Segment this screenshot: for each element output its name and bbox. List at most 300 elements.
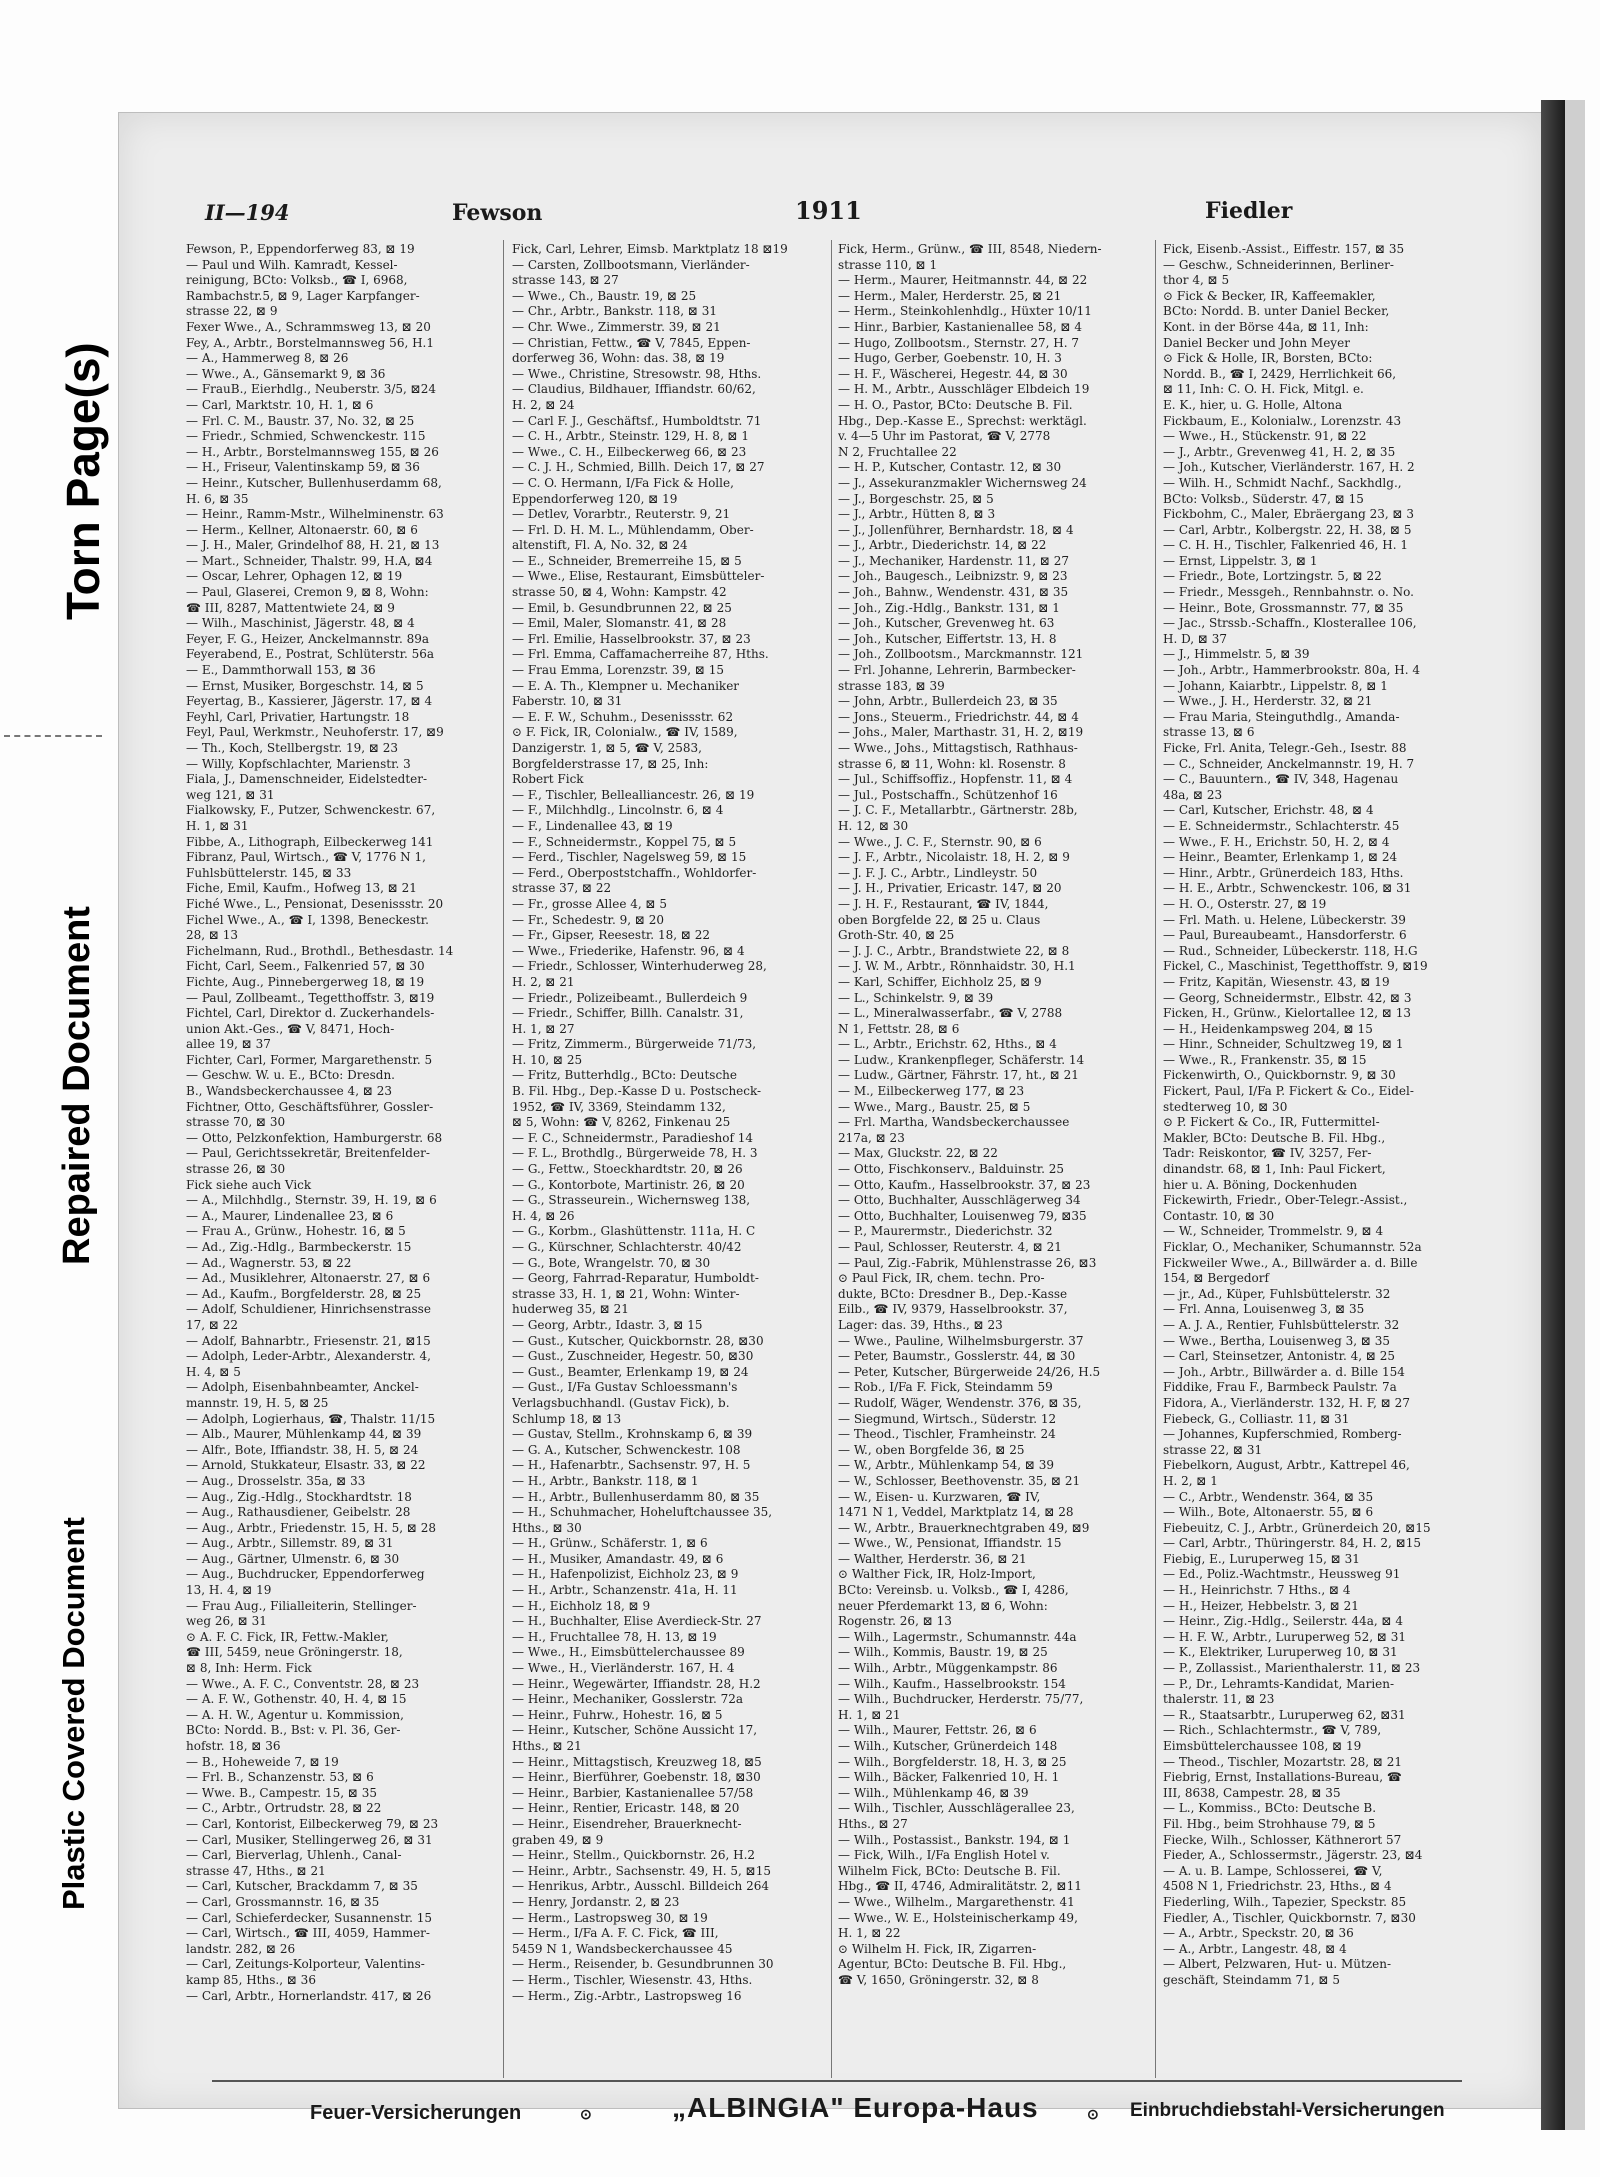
- directory-entry-line: — Jul., Postschaffn., Schützenhof 16: [838, 787, 1058, 802]
- directory-entry-line: — G. A., Kutscher, Schwenckestr. 108: [512, 1442, 741, 1457]
- directory-entry-line: Fiebeck, G., Colliastr. 11, ⊠ 31: [1163, 1411, 1350, 1426]
- directory-entry-line: — Wilh., Kutscher, Grünerdeich 148: [838, 1739, 1058, 1753]
- directory-entry-line: — J., Himmelstr. 5, ⊠ 39: [1163, 647, 1310, 662]
- directory-entry-line: weg 26, ⊠ 31: [186, 1614, 267, 1629]
- directory-entry-line: — Herm., I/Fa A. F. C. Fick, ☎ III,: [512, 1926, 719, 1941]
- directory-entry-line: kamp 85, Hths., ⊠ 36: [186, 1972, 316, 1987]
- directory-entry-line: Fexer Wwe., A., Schrammsweg 13, ⊠ 20: [186, 319, 431, 334]
- directory-entry-line: — Wwe., Friederike, Hafenstr. 96, ⊠ 4: [512, 943, 745, 958]
- directory-entry-line: Fichtel, Carl, Direktor d. Zuckerhandels-: [186, 1006, 435, 1021]
- footer-separator-icon: ⊙: [580, 2106, 592, 2122]
- directory-entry-line: — H. P., Kutscher, Contastr. 12, ⊠ 30: [838, 460, 1062, 475]
- directory-entry-line: — J., Jollenführer, Bernhardstr. 18, ⊠ 4: [838, 522, 1074, 537]
- directory-entry-line: — H. F. W., Arbtr., Luruperweg 52, ⊠ 31: [1163, 1629, 1407, 1644]
- directory-entry-line: 1952, ☎ IV, 3369, Steindamm 132,: [512, 1099, 726, 1114]
- directory-entry-line: thor 4, ⊠ 5: [1163, 273, 1230, 288]
- directory-entry-line: Contastr. 10, ⊠ 30: [1163, 1208, 1275, 1223]
- directory-entry-line: BCto: Volksb., Süderstr. 47, ⊠ 15: [1163, 491, 1364, 506]
- directory-entry-line: — John, Arbtr., Bullerdeich 23, ⊠ 35: [838, 694, 1058, 709]
- directory-entry-line: — E., Schneider, Bremerreihe 15, ⊠ 5: [512, 553, 742, 568]
- directory-entry-line: Fichte, Aug., Pinnebergerweg 18, ⊠ 19: [186, 974, 425, 989]
- directory-entry-line: — Ed., Poliz.-Wachtmstr., Heussweg 91: [1163, 1567, 1401, 1582]
- directory-entry-line: — Adolf, Schuldiener, Hinrichsenstrasse: [186, 1302, 431, 1317]
- directory-entry-line: — C. H. H., Tischler, Falkenried 46, H. 1: [1163, 538, 1409, 553]
- directory-entry-line: — Hugo, Zollbootsm., Sternstr. 27, H. 7: [838, 335, 1079, 350]
- directory-entry-line: H. 12, ⊠ 30: [838, 818, 909, 833]
- directory-entry-line: — Aug., Zig.-Hdlg., Stockhardtstr. 18: [186, 1489, 412, 1504]
- directory-entry-line: — Rich., Schlachtermstr., ☎ V, 789,: [1163, 1723, 1382, 1738]
- directory-entry-line: — Fr., grosse Allee 4, ⊠ 5: [512, 896, 668, 911]
- directory-entry-line: Fidora, A., Vierländerstr. 132, H. F, ⊠ 27: [1163, 1395, 1410, 1410]
- directory-entry-line: — Arnold, Stukkateur, Elsastr. 33, ⊠ 22: [186, 1458, 426, 1473]
- directory-entry-line: 17, ⊠ 22: [186, 1317, 239, 1332]
- directory-entry-line: — Johannes, Kupferschmied, Romberg-: [1163, 1427, 1402, 1442]
- directory-entry-line: — Wilh., Mühlenkamp 46, ⊠ 39: [838, 1785, 1029, 1800]
- directory-entry-line: — Aug., Arbtr., Friedenstr. 15, H. 5, ⊠ 28: [186, 1520, 437, 1535]
- side-labels: [0, 0, 110, 2177]
- directory-entry-line: H. 2, ⊠ 21: [512, 974, 575, 989]
- column-divider: [1155, 240, 1156, 2078]
- directory-entry-line: — Carl, Kontorist, Eilbeckerweg 79, ⊠ 23: [186, 1816, 439, 1831]
- directory-entry-line: Fichter, Carl, Former, Margarethenstr. 5: [186, 1052, 433, 1067]
- directory-entry-line: — Henry, Jordanstr. 2, ⊠ 23: [512, 1894, 680, 1909]
- directory-entry-line: — L., Kommiss., BCto: Deutsche B.: [1163, 1801, 1377, 1816]
- directory-entry-line: — Friedr., Bote, Lortzingstr. 5, ⊠ 22: [1163, 569, 1382, 584]
- next-page-edge: [1541, 100, 1565, 2130]
- directory-entry-line: ⊙ A. F. C. Fick, IR, Fettw.-Makler,: [186, 1629, 389, 1644]
- directory-entry-line: Ficke, Frl. Anita, Telegr.-Geh., Isestr. 88: [1163, 741, 1407, 755]
- directory-entry-line: ⊙ Fick & Holle, IR, Borsten, BCto:: [1163, 351, 1373, 366]
- directory-entry-line: Eimsbüttelerchaussee 108, ⊠ 19: [1163, 1739, 1362, 1753]
- directory-entry-line: — Otto, Buchhalter, Louisenweg 79, ⊠35: [838, 1208, 1087, 1223]
- directory-entry-line: Ficht, Carl, Seem., Falkenried 57, ⊠ 30: [186, 959, 425, 974]
- directory-entry-line: — Frau Maria, Steinguthdlg., Amanda-: [1163, 709, 1400, 724]
- footer-rule: [212, 2080, 1462, 2082]
- directory-entry-line: — Wwe., Bertha, Louisenweg 3, ⊠ 35: [1163, 1333, 1390, 1348]
- directory-entry-line: — G., Fettw., Stoeckhardtstr. 20, ⊠ 26: [512, 1162, 743, 1177]
- directory-entry-line: — Ludw., Krankenpfleger, Schäferstr. 14: [838, 1052, 1085, 1067]
- directory-entry-line: — Wwe., Marg., Baustr. 25, ⊠ 5: [838, 1099, 1031, 1114]
- directory-entry-line: — Joh., Baugesch., Leibnizstr. 9, ⊠ 23: [838, 569, 1068, 584]
- directory-entry-line: oben Borgfelde 22, ⊠ 25 u. Claus: [838, 912, 1041, 927]
- directory-entry-line: — Christian, Fettw., ☎ V, 7845, Eppen-: [512, 335, 751, 350]
- directory-entry-line: — W., Schneider, Trommelstr. 9, ⊠ 4: [1163, 1224, 1384, 1239]
- directory-entry-line: — Joh., Kutscher, Eiffertstr. 13, H. 8: [838, 631, 1057, 646]
- directory-entry-line: strasse 47, Hths., ⊠ 21: [186, 1863, 326, 1878]
- directory-entry-line: — Carl, Arbtr., Hornerlandstr. 417, ⊠ 26: [186, 1988, 432, 2003]
- directory-entry-line: — H., Heizer, Hebbelstr. 3, ⊠ 21: [1163, 1598, 1359, 1613]
- directory-entry-line: Verlagsbuchhandl. (Gustav Fick), b.: [512, 1395, 730, 1410]
- directory-entry-line: Fialkowsky, F., Putzer, Schwenckestr. 67,: [186, 803, 436, 818]
- directory-entry-line: — Ad., Zig.-Hdlg., Barmbeckerstr. 15: [186, 1240, 412, 1254]
- directory-entry-line: — Wilh., Postassist., Bankstr. 194, ⊠ 1: [838, 1832, 1071, 1847]
- directory-entry-line: Fickbaum, E., Kolonialw., Lorenzstr. 43: [1163, 413, 1402, 428]
- directory-entry-line: — Emil, b. Gesundbrunnen 22, ⊠ 25: [512, 600, 732, 615]
- directory-entry-line: — Joh., Zollbootsm., Marckmannstr. 121: [838, 647, 1084, 662]
- directory-entry-line: N 2, Fruchtallee 22: [838, 444, 957, 459]
- directory-entry-line: — Mart., Schneider, Thalstr. 99, H.A, ⊠4: [186, 553, 433, 568]
- directory-entry-line: BCto: Nordd. B. unter Daniel Becker,: [1163, 304, 1390, 319]
- directory-entry-line: — FrauB., Eierhdlg., Neuberstr. 3/5, ⊠24: [186, 382, 436, 397]
- directory-entry-line: — Frl. Martha, Wandsbeckerchaussee: [838, 1115, 1070, 1130]
- directory-entry-line: — Wwe., A. F. C., Conventstr. 28, ⊠ 23: [186, 1676, 420, 1691]
- directory-entry-line: — Ferd., Oberpoststchaffn., Wohldorfer-: [512, 865, 757, 880]
- directory-entry-line: — Frau Aug., Filialleiterin, Stellinger-: [186, 1598, 417, 1613]
- directory-entry-line: — Wilh., Tischler, Ausschlägerallee 23,: [838, 1801, 1075, 1816]
- directory-entry-line: — Wilh., Bote, Altonaerstr. 55, ⊠ 6: [1163, 1505, 1374, 1520]
- footer-fire-insurance: Feuer-Versicherungen: [310, 2102, 522, 2124]
- directory-entry-line: Fichelmann, Rud., Brothdl., Bethesdastr. 14: [186, 943, 454, 958]
- directory-entry-line: ⊠ 5, Wohn: ☎ V, 8262, Finkenau 25: [512, 1115, 731, 1130]
- directory-entry-line: — J., Mechaniker, Hardenstr. 11, ⊠ 27: [838, 553, 1070, 568]
- directory-entry-line: — Rud., Schneider, Lübeckerstr. 118, H.G: [1163, 943, 1418, 958]
- directory-entry-line: — Frl. B., Schanzenstr. 53, ⊠ 6: [186, 1770, 374, 1785]
- directory-entry-line: — Heinr., Rentier, Ericastr. 148, ⊠ 20: [512, 1801, 740, 1816]
- directory-entry-line: — G., Strasseurein., Wichernsweg 138,: [512, 1193, 751, 1208]
- directory-entry-line: 217a, ⊠ 23: [838, 1130, 905, 1145]
- directory-entry-line: — Herm., Reisender, b. Gesundbrunnen 30: [512, 1957, 774, 1972]
- directory-entry-line: — Wilh., Kaufm., Hasselbrookstr. 154: [838, 1676, 1066, 1691]
- directory-entry-line: — J. H., Privatier, Ericastr. 147, ⊠ 20: [838, 881, 1062, 896]
- directory-entry-line: — Joh., Kutscher, Vierländerstr. 167, H. 2: [1163, 460, 1415, 475]
- directory-entry-line: H. 6, ⊠ 35: [186, 491, 249, 506]
- directory-entry-line: Groth-Str. 40, ⊠ 25: [838, 928, 955, 943]
- directory-entry-line: — P., Zollassist., Marienthalerstr. 11, ⊠ 23: [1163, 1661, 1421, 1676]
- directory-entry-line: — Heinr., Arbtr., Sachsenstr. 49, H. 5, ⊠15: [512, 1863, 771, 1878]
- directory-entry-line: — H., Friseur, Valentinskamp 59, ⊠ 36: [186, 460, 420, 475]
- directory-entry-line: Fickert, Paul, I/Fa P. Fickert & Co., Eidel-: [1163, 1084, 1414, 1099]
- directory-entry-line: dinandstr. 68, ⊠ 1, Inh: Paul Fickert,: [1163, 1162, 1386, 1177]
- directory-entry-line: — Emil, Maler, Slomanstr. 41, ⊠ 28: [512, 616, 727, 631]
- directory-entry-line: — Geschw. W. u. E., BCto: Dresdn.: [186, 1068, 395, 1083]
- directory-entry-line: — H. O., Osterstr. 27, ⊠ 19: [1163, 896, 1327, 911]
- directory-entry-line: Nordd. B., ☎ I, 2429, Herrlichkeit 66,: [1163, 366, 1397, 381]
- directory-entry-line: strasse 183, ⊠ 39: [838, 678, 945, 693]
- directory-entry-line: — Wilh., Maschinist, Jägerstr. 48, ⊠ 4: [186, 616, 415, 631]
- directory-entry-line: — Wwe., F. H., Erichstr. 50, H. 2, ⊠ 4: [1163, 834, 1390, 849]
- directory-entry-line: — Heinr., Mittagstisch, Kreuzweg 18, ⊠5: [512, 1754, 762, 1769]
- directory-entry-line: — Wwe., A., Gänsemarkt 9, ⊠ 36: [186, 366, 386, 381]
- directory-entry-line: — Gustav, Stellm., Krohnskamp 6, ⊠ 39: [512, 1427, 753, 1442]
- directory-entry-line: — H., Arbtr., Bankstr. 118, ⊠ 1: [512, 1473, 699, 1488]
- directory-entry-line: — W., Arbtr., Brauerknechtgraben 49, ⊠9: [838, 1520, 1090, 1535]
- directory-entry-line: — J. F. J. C., Arbtr., Lindleystr. 50: [838, 865, 1038, 880]
- directory-entry-line: — H., Buchhalter, Elise Averdieck-Str. 27: [512, 1614, 762, 1629]
- directory-entry-line: Fey, A., Arbtr., Borstelmannsweg 56, H.1: [186, 335, 434, 350]
- directory-entry-line: Fil. Hbg., beim Strohhause 79, ⊠ 5: [1163, 1816, 1376, 1831]
- directory-entry-line: — F. C., Schneidermstr., Paradieshof 14: [512, 1130, 754, 1145]
- directory-entry-line: — Fr., Gipser, Reesestr. 18, ⊠ 22: [512, 928, 710, 943]
- directory-entry-line: Fiebeuitz, C. J., Arbtr., Grünerdeich 20, ⊠15: [1163, 1520, 1431, 1535]
- directory-entry-line: Wilhelm Fick, BCto: Deutsche B. Fil.: [838, 1863, 1061, 1878]
- directory-entry-line: strasse 6, ⊠ 11, Wohn: kl. Rosenstr. 8: [838, 756, 1066, 771]
- directory-entry-line: Kont. in der Börse 44a, ⊠ 11, Inh:: [1163, 319, 1369, 334]
- directory-entry-line: — Heinr., Barbier, Kastanienallee 57/58: [512, 1785, 754, 1800]
- directory-entry-line: — E., Dammthorwall 153, ⊠ 36: [186, 663, 376, 678]
- directory-entry-line: strasse 33, H. 1, ⊠ 21, Wohn: Winter-: [512, 1286, 740, 1301]
- directory-entry-line: — Otto, Pelzkonfektion, Hamburgerstr. 68: [186, 1130, 443, 1145]
- directory-entry-line: — Wilh., Kommis, Baustr. 19, ⊠ 25: [838, 1645, 1048, 1660]
- directory-entry-line: — Wwe., C. H., Eilbeckerweg 66, ⊠ 23: [512, 444, 747, 459]
- header-year: 1911: [795, 196, 862, 225]
- directory-entry-line: Fiché Wwe., L., Pensionat, Desenissstr. 20: [186, 896, 444, 911]
- directory-entry-line: — Fritz, Butterhdlg., BCto: Deutsche: [512, 1068, 737, 1083]
- directory-entry-line: — Frl. Emma, Caffamacherreihe 87, Hths.: [512, 647, 769, 662]
- directory-entry-line: — Frl. Anna, Louisenweg 3, ⊠ 35: [1163, 1302, 1365, 1317]
- directory-entry-line: — Aug., Arbtr., Sillemstr. 89, ⊠ 31: [186, 1536, 394, 1551]
- directory-entry-line: ⊙ Fick & Becker, IR, Kaffeemakler,: [1163, 288, 1376, 303]
- directory-entry-line: — Hinr., Arbtr., Grünerdeich 183, Hths.: [1163, 865, 1404, 880]
- directory-entry-line: — Rudolf, Wäger, Wendenstr. 376, ⊠ 35,: [838, 1395, 1082, 1410]
- directory-entry-line: — Wwe., Pauline, Wilhelmsburgerstr. 37: [838, 1333, 1084, 1348]
- directory-entry-line: — Paul, Glaserei, Cremon 9, ⊠ 8, Wohn:: [186, 585, 429, 600]
- directory-entry-line: — Willy, Kopfschlachter, Marienstr. 3: [186, 756, 411, 771]
- directory-entry-line: strasse 22, ⊠ 9: [186, 304, 278, 319]
- directory-column-1: [186, 242, 496, 2074]
- directory-entry-line: — C., Arbtr., Ortrudstr. 28, ⊠ 22: [186, 1801, 382, 1816]
- page-number: II—194: [205, 200, 290, 225]
- directory-entry-line: 28, ⊠ 13: [186, 928, 239, 943]
- directory-entry-line: — Oscar, Lehrer, Ophagen 12, ⊠ 19: [186, 569, 403, 584]
- directory-entry-line: — H., Hafenpolizist, Eichholz 23, ⊠ 9: [512, 1567, 739, 1582]
- directory-entry-line: — Gust., Zuschneider, Hegestr. 50, ⊠30: [512, 1349, 754, 1364]
- directory-entry-line: Fiebrig, Ernst, Installations-Bureau, ☎: [1163, 1770, 1402, 1785]
- directory-entry-line: — H., Fruchtallee 78, H. 13, ⊠ 19: [512, 1629, 717, 1644]
- directory-entry-line: — Georg, Fahrrad-Reparatur, Humboldt-: [512, 1271, 759, 1286]
- directory-entry-line: — A. H. W., Agentur u. Kommission,: [186, 1707, 404, 1722]
- directory-entry-line: — Adolph, Eisenbahnbeamter, Anckel-: [186, 1380, 419, 1395]
- directory-column-2: [512, 242, 824, 2074]
- directory-entry-line: — H., Heidenkampsweg 204, ⊠ 15: [1163, 1021, 1373, 1036]
- directory-entry-line: — Carsten, Zollbootsmann, Vierländer-: [512, 257, 750, 272]
- directory-entry-line: ⊙ Wilhelm H. Fick, IR, Zigarren-: [838, 1941, 1037, 1956]
- directory-entry-line: — Walther, Herderstr. 36, ⊠ 21: [838, 1551, 1027, 1566]
- directory-entry-line: — Alfr., Bote, Iffiandstr. 38, H. 5, ⊠ 24: [186, 1442, 419, 1457]
- directory-entry-line: — Peter, Baumstr., Gosslerstr. 44, ⊠ 30: [838, 1349, 1076, 1364]
- directory-entry-line: — G., Korbm., Glashüttenstr. 111a, H. C: [512, 1224, 756, 1239]
- directory-entry-line: huderweg 35, ⊠ 21: [512, 1302, 629, 1317]
- directory-entry-line: — Aug., Buchdrucker, Eppendorferweg: [186, 1567, 425, 1582]
- directory-entry-line: — G., Kontorbote, Martinistr. 26, ⊠ 20: [512, 1177, 745, 1192]
- directory-entry-line: — Wwe., R., Frankenstr. 35, ⊠ 15: [1163, 1052, 1367, 1067]
- directory-entry-line: — Adolf, Bahnarbtr., Friesenstr. 21, ⊠15: [186, 1333, 431, 1348]
- directory-entry-line: — Alb., Maurer, Mühlenkamp 44, ⊠ 39: [186, 1427, 422, 1442]
- directory-entry-line: Fibranz, Paul, Wirtsch., ☎ V, 1776 N 1,: [186, 850, 426, 865]
- directory-entry-line: 48a, ⊠ 23: [1163, 787, 1223, 802]
- directory-entry-line: ⊙ P. Fickert & Co., IR, Futtermittel-: [1163, 1115, 1380, 1130]
- directory-entry-line: H. 1, ⊠ 22: [838, 1926, 901, 1941]
- directory-entry-line: thalerstr. 11, ⊠ 23: [1163, 1692, 1275, 1707]
- directory-entry-line: — Frl. Emilie, Hasselbrookstr. 37, ⊠ 23: [512, 631, 751, 646]
- directory-entry-line: — H., Eichholz 18, ⊠ 9: [512, 1598, 651, 1613]
- directory-entry-line: Fiecke, Wilh., Schlosser, Käthnerort 57: [1163, 1832, 1402, 1847]
- directory-entry-line: v. 4—5 Uhr im Pastorat, ☎ V, 2778: [838, 429, 1051, 444]
- directory-entry-line: BCto: Vereinsb. u. Volksb., ☎ I, 4286,: [838, 1583, 1069, 1598]
- directory-entry-line: — H., Heinrichstr. 7 Hths., ⊠ 4: [1163, 1583, 1351, 1598]
- directory-entry-line: Hths., ⊠ 27: [838, 1816, 908, 1831]
- directory-entry-line: — Heinr., Bote, Grossmannstr. 77, ⊠ 35: [1163, 600, 1404, 615]
- directory-entry-line: — Heinr., Eisendreher, Brauerknecht-: [512, 1816, 742, 1831]
- directory-entry-line: — Albert, Pelzwaren, Hut- u. Mützen-: [1163, 1957, 1391, 1972]
- directory-entry-line: — Herm., Maler, Herderstr. 25, ⊠ 21: [838, 288, 1062, 303]
- directory-entry-line: — A., Arbtr., Langestr. 48, ⊠ 4: [1163, 1941, 1347, 1956]
- directory-entry-line: — C., Schneider, Anckelmannstr. 19, H. 7: [1163, 756, 1415, 771]
- directory-entry-line: — Wilh. H., Schmidt Nachf., Sackhdlg.,: [1163, 475, 1402, 490]
- directory-entry-line: H. 1, ⊠ 21: [838, 1707, 901, 1722]
- directory-entry-line: — G., Kürschner, Schlachterstr. 40/42: [512, 1240, 742, 1254]
- directory-entry-line: H. 2, ⊠ 24: [512, 397, 575, 412]
- directory-entry-line: — Friedr., Schiffer, Billh. Canalstr. 31,: [512, 1006, 744, 1021]
- directory-entry-line: — F. L., Brothdlg., Bürgerweide 78, H. 3: [512, 1146, 758, 1161]
- directory-entry-line: Fuhlsbüttelerstr. 145, ⊠ 33: [186, 865, 352, 880]
- directory-entry-line: — Fick, Wilh., I/Fa English Hotel v.: [838, 1848, 1050, 1863]
- directory-entry-line: — Ferd., Tischler, Nagelsweg 59, ⊠ 15: [512, 850, 747, 865]
- directory-entry-line: — A. F. W., Gothenstr. 40, H. 4, ⊠ 15: [186, 1692, 407, 1707]
- directory-entry-line: — L., Schinkelstr. 9, ⊠ 39: [838, 990, 994, 1005]
- directory-entry-line: Hths., ⊠ 21: [512, 1739, 582, 1753]
- directory-entry-line: — Otto, Kaufm., Hasselbrookstr. 37, ⊠ 23: [838, 1177, 1091, 1192]
- directory-entry-line: — Georg, Arbtr., Idastr. 3, ⊠ 15: [512, 1317, 703, 1332]
- directory-entry-line: strasse 50, ⊠ 4, Wohn: Kampstr. 42: [512, 585, 727, 600]
- directory-entry-line: Lager: das. 39, Hths., ⊠ 23: [838, 1317, 1003, 1332]
- repaired-document-label: Repaired Document: [56, 906, 98, 1265]
- directory-entry-line: — Wwe., J. H., Herderstr. 32, ⊠ 21: [1163, 694, 1373, 709]
- directory-entry-line: — Carl, Musiker, Stellingerweg 26, ⊠ 31: [186, 1832, 433, 1847]
- directory-entry-line: — R., Staatsarbtr., Luruperweg 62, ⊠31: [1163, 1707, 1406, 1722]
- directory-entry-line: — W., oben Borgfelde 36, ⊠ 25: [838, 1442, 1025, 1457]
- directory-entry-line: Fickweiler Wwe., A., Billwärder a. d. Bille: [1163, 1255, 1418, 1270]
- directory-entry-line: — Joh., Arbtr., Billwärder a. d. Bille 154: [1163, 1364, 1405, 1379]
- directory-entry-line: H. D, ⊠ 37: [1163, 631, 1228, 646]
- directory-entry-line: Fiala, J., Damenschneider, Eidelstedter-: [186, 772, 428, 787]
- directory-entry-line: — Joh., Bahnw., Wendenstr. 431, ⊠ 35: [838, 585, 1069, 600]
- directory-entry-line: — Wwe., Wilhelm., Margarethenstr. 41: [838, 1894, 1075, 1909]
- directory-entry-line: — H., Musiker, Amandastr. 49, ⊠ 6: [512, 1551, 724, 1566]
- directory-entry-line: Hbg., ☎ II, 4746, Admiralitätstr. 2, ⊠11: [838, 1879, 1082, 1894]
- directory-entry-line: — Geschw., Schneiderinnen, Berliner-: [1163, 257, 1394, 272]
- directory-entry-line: — Peter, Kutscher, Bürgerweide 24/26, H.5: [838, 1364, 1101, 1379]
- directory-entry-line: ☎ V, 1650, Gröningerstr. 32, ⊠ 8: [838, 1972, 1039, 1987]
- directory-entry-line: E. K., hier, u. G. Holle, Altona: [1163, 397, 1343, 412]
- directory-entry-line: — F., Schneidermstr., Koppel 75, ⊠ 5: [512, 834, 737, 849]
- advertisement-footer: [212, 2092, 1462, 2132]
- directory-entry-line: — H. E., Arbtr., Schwenckestr. 106, ⊠ 31: [1163, 881, 1412, 896]
- directory-entry-line: strasse 13, ⊠ 6: [1163, 725, 1255, 740]
- directory-entry-line: ☎ III, 5459, neue Gröningerstr. 18,: [186, 1645, 403, 1660]
- directory-entry-line: — J., Arbtr., Hütten 8, ⊠ 3: [838, 507, 996, 522]
- directory-entry-line: — C., Arbtr., Wendenstr. 364, ⊠ 35: [1163, 1489, 1374, 1504]
- directory-entry-line: — Fr., Schedestr. 9, ⊠ 20: [512, 912, 664, 927]
- directory-entry-line: H. 10, ⊠ 25: [512, 1052, 583, 1067]
- directory-entry-line: — M., Eilbeckerweg 177, ⊠ 23: [838, 1084, 1025, 1099]
- directory-entry-line: — Heinr., Fuhrw., Hohestr. 16, ⊠ 5: [512, 1707, 723, 1722]
- directory-entry-line: graben 49, ⊠ 9: [512, 1832, 604, 1847]
- directory-entry-line: — Theod., Tischler, Mozartstr. 28, ⊠ 21: [1163, 1754, 1403, 1769]
- directory-entry-line: Feyer, F. G., Heizer, Anckelmannstr. 89a: [186, 631, 430, 646]
- directory-entry-line: ⊙ Paul Fick, IR, chem. techn. Pro-: [838, 1271, 1045, 1286]
- directory-entry-line: — Fritz, Zimmerm., Bürgerweide 71/73,: [512, 1037, 757, 1052]
- directory-entry-line: — A., Arbtr., Speckstr. 20, ⊠ 36: [1163, 1926, 1354, 1941]
- directory-entry-line: — Heinr., Wegewärter, Iffiandstr. 28, H.2: [512, 1676, 761, 1691]
- directory-entry-line: — Carl, Arbtr., Kolbergstr. 22, H. 38, ⊠ 5: [1163, 522, 1412, 537]
- directory-entry-line: — J., Assekuranzmakler Wichernsweg 24: [838, 475, 1087, 490]
- directory-entry-line: — Aug., Rathausdiener, Geibelstr. 28: [186, 1505, 411, 1520]
- directory-entry-line: — A., Milchhdlg., Sternstr. 39, H. 19, ⊠ 6: [186, 1193, 437, 1208]
- directory-entry-line: — A., Hammerweg 8, ⊠ 26: [186, 351, 349, 366]
- directory-entry-line: — Carl, Kutscher, Brackdamm 7, ⊠ 35: [186, 1879, 418, 1894]
- directory-entry-line: 154, ⊠ Bergedorf: [1163, 1271, 1269, 1286]
- directory-entry-line: — F., Milchhdlg., Lincolnstr. 6, ⊠ 4: [512, 803, 724, 818]
- directory-entry-line: — J., Borgeschstr. 25, ⊠ 5: [838, 491, 994, 506]
- directory-entry-line: Fieder, A., Schlossermstr., Jägerstr. 23, ⊠4: [1163, 1848, 1423, 1863]
- directory-entry-line: — Ernst, Musiker, Borgeschstr. 14, ⊠ 5: [186, 678, 424, 693]
- torn-pages-label: Torn Page(s): [57, 342, 109, 620]
- directory-entry-line: Eilb., ☎ IV, 9379, Hasselbrookstr. 37,: [838, 1302, 1068, 1317]
- directory-entry-line: — J., Arbtr., Diederichstr. 14, ⊠ 22: [838, 538, 1047, 553]
- directory-entry-line: — Aug., Drosselstr. 35a, ⊠ 33: [186, 1473, 366, 1488]
- directory-entry-line: Fiebelkorn, August, Arbtr., Kattrepel 46,: [1163, 1458, 1410, 1473]
- directory-entry-line: — Frl. Johanne, Lehrerin, Barmbecker-: [838, 663, 1076, 678]
- directory-entry-line: — Frl. D. H. M. L., Mühlendamm, Ober-: [512, 522, 754, 537]
- header-first-entry: Fewson: [452, 200, 543, 226]
- directory-column-4: [1163, 242, 1475, 2074]
- directory-entry-line: Tadr: Reiskontor, ☎ IV, 3257, Fer-: [1163, 1146, 1372, 1161]
- directory-entry-line: Fichtner, Otto, Geschäftsführer, Gossler-: [186, 1099, 434, 1114]
- directory-entry-line: — E. A. Th., Klempner u. Mechaniker: [512, 678, 740, 693]
- directory-entry-line: — H., Schuhmacher, Hoheluftchaussee 35,: [512, 1505, 773, 1520]
- directory-entry-line: H. 4, ⊠ 26: [512, 1208, 575, 1223]
- directory-entry-line: allee 19, ⊠ 37: [186, 1037, 271, 1052]
- directory-entry-line: Feyerabend, E., Postrat, Schlüterstr. 56a: [186, 647, 435, 662]
- directory-entry-line: — J. H. F., Restaurant, ☎ IV, 1844,: [838, 896, 1049, 911]
- directory-entry-line: — C. O. Hermann, I/Fa Fick & Holle,: [512, 475, 734, 490]
- directory-entry-line: Feyl, Paul, Werkmstr., Neuhoferstr. 17, ⊠9: [186, 725, 444, 740]
- directory-entry-line: — Paul, Zig.-Fabrik, Mühlenstrasse 26, ⊠3: [838, 1255, 1097, 1270]
- directory-entry-line: — F., Tischler, Bellealliancestr. 26, ⊠ 19: [512, 787, 755, 802]
- directory-entry-line: — F., Lindenallee 43, ⊠ 19: [512, 818, 673, 833]
- directory-entry-line: — Carl, Steinsetzer, Antonistr. 4, ⊠ 25: [1163, 1349, 1396, 1364]
- directory-entry-line: — Herm., Steinkohlenhdlg., Hüxter 10/11: [838, 304, 1092, 319]
- directory-entry-line: — J., Arbtr., Grevenweg 41, H. 2, ⊠ 35: [1163, 444, 1396, 459]
- directory-entry-line: — Wwe., Ch., Baustr. 19, ⊠ 25: [512, 288, 697, 303]
- directory-entry-line: — J. J. C., Arbtr., Brandstwiete 22, ⊠ 8: [838, 943, 1070, 958]
- directory-entry-line: Makler, BCto: Deutsche B. Fil. Hbg.,: [1163, 1130, 1386, 1145]
- directory-entry-line: strasse 22, ⊠ 31: [1163, 1442, 1263, 1457]
- directory-entry-line: — Johs., Maler, Marthastr. 31, H. 2, ⊠19: [838, 725, 1084, 740]
- directory-entry-line: dukte, BCto: Dresdner B., Dep.-Kasse: [838, 1286, 1068, 1301]
- directory-entry-line: — Joh., Arbtr., Hammerbrookstr. 80a, H. 4: [1163, 663, 1420, 678]
- directory-entry-line: — Wwe., H., Stückenstr. 91, ⊠ 22: [1163, 429, 1367, 444]
- directory-entry-line: Fickenwirth, O., Quickbornstr. 9, ⊠ 30: [1163, 1068, 1396, 1083]
- directory-entry-line: Fickewirth, Friedr., Ober-Telegr.-Assist.,: [1163, 1193, 1408, 1208]
- directory-entry-line: 5459 N 1, Wandsbeckerchaussee 45: [512, 1941, 733, 1956]
- directory-entry-line: — Wilh., Arbtr., Müggenkampstr. 86: [838, 1661, 1058, 1676]
- directory-entry-line: — Heinr., Stellm., Quickbornstr. 26, H.2: [512, 1848, 756, 1863]
- directory-entry-line: — Friedr., Schmied, Schwenckestr. 115: [186, 429, 426, 444]
- directory-entry-line: — Heinr., Zig.-Hdlg., Seilerstr. 44a, ⊠ 4: [1163, 1614, 1404, 1629]
- directory-entry-line: — J. C. F., Metallarbtr., Gärtnerstr. 28b,: [838, 803, 1078, 818]
- directory-entry-line: — P., Maurermstr., Diederichstr. 32: [838, 1224, 1053, 1239]
- directory-entry-line: — K., Elektriker, Luruperweg 10, ⊠ 31: [1163, 1645, 1398, 1660]
- directory-entry-line: H. 1, ⊠ 31: [186, 818, 249, 833]
- directory-entry-line: — W., Arbtr., Mühlenkamp 54, ⊠ 39: [838, 1458, 1055, 1473]
- directory-entry-line: — Wwe., Elise, Restaurant, Eimsbütteler-: [512, 569, 765, 584]
- directory-entry-line: — C. H., Arbtr., Steinstr. 129, H. 8, ⊠ 1: [512, 429, 750, 444]
- directory-entry-line: ⊠ 8, Inh: Herm. Fick: [186, 1661, 312, 1676]
- directory-entry-line: — Heinr., Mechaniker, Gosslerstr. 72a: [512, 1692, 744, 1707]
- directory-entry-line: strasse 70, ⊠ 30: [186, 1115, 286, 1130]
- directory-entry-line: Fiederling, Wilh., Tapezier, Speckstr. 85: [1163, 1894, 1407, 1909]
